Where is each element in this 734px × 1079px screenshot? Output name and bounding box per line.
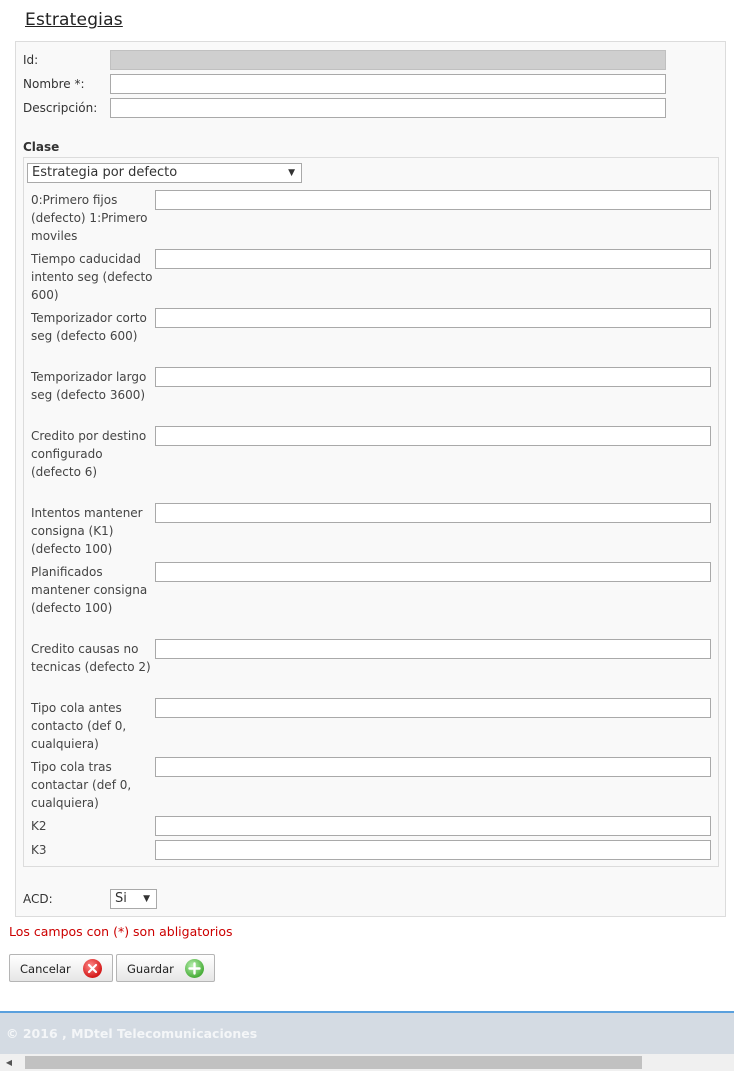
param-label: Tipo cola tras contactar (def 0, cualquiera) bbox=[31, 760, 132, 810]
id-field bbox=[110, 50, 666, 70]
param-label: 0:Primero fijos (defecto) 1:Primero moviles bbox=[31, 193, 148, 243]
param-label: Temporizador corto seg (defecto 600) bbox=[31, 311, 147, 343]
param-input-primero[interactable] bbox=[155, 190, 711, 210]
param-input-credito-causas[interactable] bbox=[155, 639, 711, 659]
acd-select-value: Si bbox=[115, 891, 127, 906]
param-input-k2[interactable] bbox=[155, 816, 711, 836]
param-input-planificados[interactable] bbox=[155, 562, 711, 582]
param-input-tipo-cola-antes[interactable] bbox=[155, 698, 711, 718]
chevron-down-icon: ▼ bbox=[143, 894, 150, 904]
close-icon bbox=[83, 959, 102, 978]
strategy-form bbox=[15, 41, 726, 917]
param-label: Tipo cola antes contacto (def 0, cualquiera) bbox=[31, 701, 127, 751]
param-input-k3[interactable] bbox=[155, 840, 711, 860]
chevron-down-icon: ▼ bbox=[288, 168, 295, 178]
scrollbar-thumb[interactable] bbox=[25, 1056, 642, 1069]
clase-section-title: Clase bbox=[23, 140, 60, 154]
param-label: K3 bbox=[31, 843, 47, 857]
clase-select[interactable] bbox=[27, 163, 302, 183]
save-button-label: Guardar bbox=[127, 962, 174, 976]
param-input-tiempo-caducidad[interactable] bbox=[155, 249, 711, 269]
add-icon bbox=[185, 959, 204, 978]
cancel-button-label: Cancelar bbox=[20, 962, 71, 976]
nombre-field[interactable] bbox=[110, 74, 666, 94]
param-input-temporizador-corto[interactable] bbox=[155, 308, 711, 328]
param-input-temporizador-largo[interactable] bbox=[155, 367, 711, 387]
required-fields-note: Los campos con (*) son abligatorios bbox=[9, 924, 233, 939]
footer-copyright: © 2016 , MDtel Telecomunicaciones bbox=[6, 1026, 258, 1041]
param-input-intentos-k1[interactable] bbox=[155, 503, 711, 523]
save-button[interactable] bbox=[116, 954, 215, 982]
footer bbox=[0, 1013, 734, 1054]
acd-select[interactable] bbox=[110, 889, 157, 909]
horizontal-scrollbar[interactable] bbox=[0, 1054, 734, 1071]
cancel-button[interactable] bbox=[9, 954, 113, 982]
descripcion-label: Descripción: bbox=[23, 101, 98, 115]
clase-panel bbox=[23, 157, 719, 867]
param-label: Intentos mantener consigna (K1) (defecto 100) bbox=[31, 506, 143, 556]
nombre-label: Nombre *: bbox=[23, 77, 85, 91]
param-label: Temporizador largo seg (defecto 3600) bbox=[31, 370, 147, 402]
page-title: Estrategias bbox=[25, 10, 123, 30]
descripcion-field[interactable] bbox=[110, 98, 666, 118]
param-input-tipo-cola-tras[interactable] bbox=[155, 757, 711, 777]
param-label: Credito causas no tecnicas (defecto 2) bbox=[31, 642, 151, 674]
param-label: K2 bbox=[31, 819, 47, 833]
acd-label: ACD: bbox=[23, 892, 53, 906]
param-label: Credito por destino configurado (defecto 6) bbox=[31, 429, 147, 479]
scroll-left-icon[interactable]: ◀ bbox=[5, 1058, 13, 1067]
id-label: Id: bbox=[23, 53, 39, 67]
clase-select-value: Estrategia por defecto bbox=[32, 165, 178, 180]
param-input-credito-destino[interactable] bbox=[155, 426, 711, 446]
param-label: Tiempo caducidad intento seg (defecto 600) bbox=[31, 252, 153, 302]
param-label: Planificados mantener consigna (defecto 100) bbox=[31, 565, 148, 615]
